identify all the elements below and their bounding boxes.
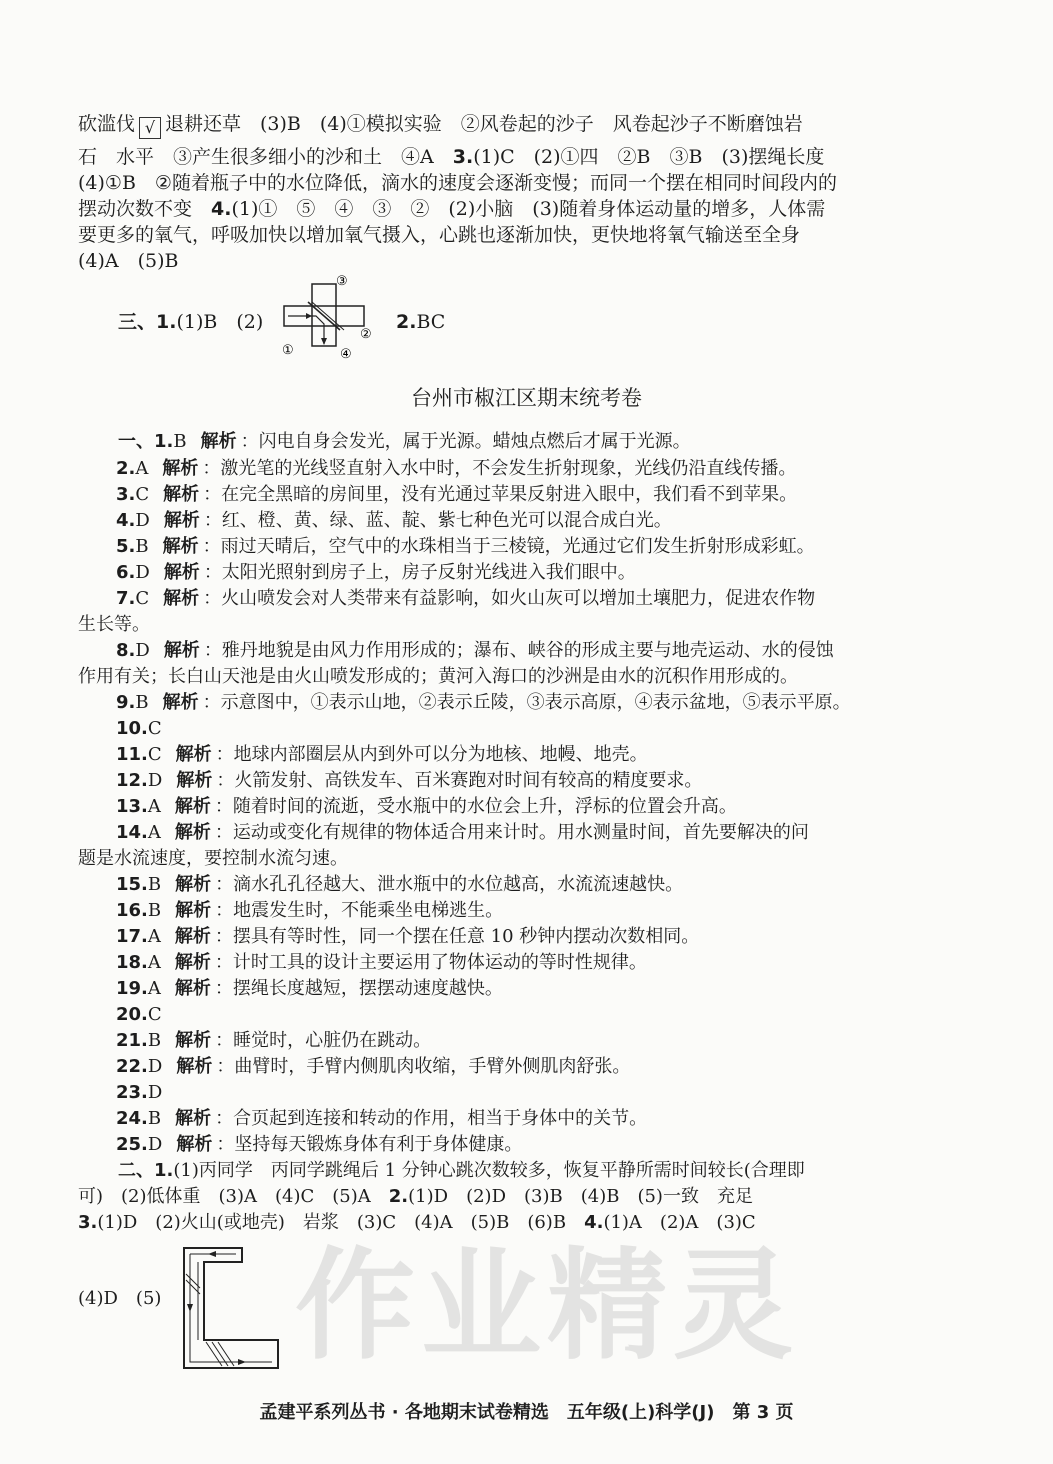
answer: C xyxy=(135,588,150,609)
analysis-label: 解析 xyxy=(162,536,199,557)
answer-item xyxy=(116,1107,647,1131)
text: BC xyxy=(416,311,446,333)
section-three-q2 xyxy=(396,310,445,334)
answer-item xyxy=(116,925,699,949)
question-number: 2. xyxy=(388,1186,409,1207)
answer-item xyxy=(116,873,683,897)
answer-line xyxy=(78,197,825,221)
analysis-text: ：运动或变化有规律的物体适合用来计时。用水测量时间，首先要解决的问 xyxy=(214,822,809,843)
question-number: 5. xyxy=(116,536,136,557)
question-number: 4. xyxy=(116,510,136,531)
answer-item xyxy=(116,691,851,715)
question-number: 3. xyxy=(78,1212,98,1233)
answer-line xyxy=(78,1185,753,1209)
answer-line xyxy=(78,112,803,139)
analysis-text: ：雅丹地貌是由风力作用形成的；瀑布、峡谷的形成主要与地壳运动、水的侵蚀 xyxy=(203,640,834,661)
answer-item xyxy=(116,769,702,793)
question-number: 一、1. xyxy=(118,431,174,452)
answer-line: 要更多的氧气，呼吸加快以增加氧气摄入，心跳也逐渐加快，更快地将氧气输送至全身 xyxy=(78,224,801,246)
question-number: 11. xyxy=(116,744,148,765)
question-number: 三、1. xyxy=(118,311,177,333)
analysis-text: ：太阳光照射到房子上，房子反射光线进入我们眼中。 xyxy=(203,562,636,583)
analysis-label: 解析 xyxy=(174,822,211,843)
answer-item xyxy=(116,951,647,975)
pipe-valve-diagram xyxy=(278,272,388,362)
question-number: 3. xyxy=(452,146,474,168)
watermark: 作业精灵 xyxy=(295,1237,799,1376)
analysis-label: 解析 xyxy=(174,952,211,973)
question-number: 9. xyxy=(116,692,136,713)
answer: D xyxy=(135,640,150,661)
text: 摆动次数不变 xyxy=(78,198,212,220)
answer-item xyxy=(116,509,672,533)
answer-line: (4)D (5) xyxy=(78,1288,162,1309)
answer-line: (4)①B ②随着瓶子中的水位降低，滴水的速度会逐渐变慢；而同一个摆在相同时间段内的 xyxy=(78,172,837,194)
analysis-label: 解析 xyxy=(175,744,212,765)
question-number: 2. xyxy=(396,311,417,333)
analysis-label: 解析 xyxy=(163,510,200,531)
text: 石 水平 ③产生很多细小的沙和土 ④A xyxy=(78,146,453,168)
question-number: 16. xyxy=(116,900,148,921)
answer: D xyxy=(147,1134,163,1155)
answer-item xyxy=(116,1003,162,1027)
answer: A xyxy=(147,822,161,843)
analysis-continuation: 题是水流速度，要控制水流匀速。 xyxy=(78,848,348,869)
label-3: ③ xyxy=(336,274,348,289)
question-number: 17. xyxy=(116,926,148,947)
answer-item xyxy=(116,821,809,845)
answer-item xyxy=(116,561,636,585)
answer: C xyxy=(147,718,162,739)
answer: C xyxy=(147,744,162,765)
answer: D xyxy=(135,510,150,531)
answer: D xyxy=(135,562,150,583)
analysis-label: 解析 xyxy=(163,640,200,661)
question-number: 8. xyxy=(116,640,136,661)
analysis-label: 解析 xyxy=(162,458,199,479)
answer-item xyxy=(118,430,691,454)
text: (1)B (2) xyxy=(176,311,264,333)
analysis-text: ：合页起到连接和转动的作用，相当于身体中的关节。 xyxy=(215,1108,648,1129)
question-number: 13. xyxy=(116,796,148,817)
answer: B xyxy=(147,1108,162,1129)
analysis-text: ：火箭发射、高铁发车、百米赛跑对时间有较高的精度要求。 xyxy=(216,770,703,791)
label-4: ④ xyxy=(340,347,352,362)
question-number: 20. xyxy=(116,1004,148,1025)
answer-item xyxy=(116,1055,630,1079)
analysis-continuation: 生长等。 xyxy=(78,614,150,635)
analysis-text: ：睡觉时，心脏仍在跳动。 xyxy=(215,1030,432,1051)
question-number: 24. xyxy=(116,1108,148,1129)
answer-line xyxy=(118,1159,805,1183)
analysis-label: 解析 xyxy=(163,484,200,505)
analysis-label: 解析 xyxy=(176,1056,213,1077)
analysis-label: 解析 xyxy=(200,431,237,452)
checkbox-checked-icon: √ xyxy=(139,117,161,139)
question-number: 10. xyxy=(116,718,148,739)
analysis-text: ：随着时间的流逝，受水瓶中的水位会上升，浮标的位置会升高。 xyxy=(214,796,737,817)
text: 砍滥伐 xyxy=(78,113,136,135)
water-channel-diagram xyxy=(182,1244,282,1374)
text: 退耕还草 (3)B (4)①模拟实验 ②风卷起的沙子 风卷起沙子不断磨蚀岩 xyxy=(165,113,803,135)
section-three-line xyxy=(118,310,263,334)
analysis-text: ：摆绳长度越短，摆摆动速度越快。 xyxy=(214,978,503,999)
question-number: 3. xyxy=(116,484,136,505)
analysis-text: ：示意图中，①表示山地，②表示丘陵，③表示高原，④表示盆地，⑤表示平原。 xyxy=(202,692,851,713)
text: (1)C (2)①四 ②B ③B (3)摆绳长度 xyxy=(473,146,825,168)
analysis-text: ：地球内部圈层从内到外可以分为地核、地幔、地壳。 xyxy=(215,744,648,765)
analysis-text: ：摆具有等时性，同一个摆在任意 10 秒钟内摆动次数相同。 xyxy=(214,926,700,947)
analysis-text: ：闪电自身会发光，属于光源。蜡烛点燃后才属于光源。 xyxy=(240,431,691,452)
question-number: 21. xyxy=(116,1030,148,1051)
answer-item xyxy=(116,743,648,767)
question-number: 2. xyxy=(116,458,136,479)
analysis-text: ：激光笔的光线竖直射入水中时，不会发生折射现象，光线仍沿直线传播。 xyxy=(202,458,797,479)
answer-line: (4)A (5)B xyxy=(78,250,179,272)
answer-line xyxy=(78,145,824,169)
analysis-label: 解析 xyxy=(162,692,199,713)
answer-item xyxy=(116,717,162,741)
answer-item xyxy=(116,483,797,507)
answer-item xyxy=(116,1081,162,1105)
answer: B xyxy=(147,874,162,895)
answer: B xyxy=(135,692,149,713)
question-number: 12. xyxy=(116,770,148,791)
analysis-label: 解析 xyxy=(174,796,211,817)
analysis-text: ：地震发生时，不能乘坐电梯逃生。 xyxy=(215,900,504,921)
answer: A xyxy=(147,978,161,999)
text: (1)丙同学 丙同学跳绳后 1 分钟心跳次数较多，恢复平静所需时间较长(合理即 xyxy=(173,1160,805,1181)
question-number: 二、1. xyxy=(118,1160,174,1181)
text: (1)D (2)D (3)B (4)B (5)一致 充足 xyxy=(408,1186,753,1207)
question-number: 7. xyxy=(116,588,136,609)
answer-item xyxy=(116,899,503,923)
question-number: 4. xyxy=(211,198,232,220)
analysis-label: 解析 xyxy=(175,874,212,895)
analysis-text: ：雨过天晴后，空气中的水珠相当于三棱镜，光通过它们发生折射形成彩虹。 xyxy=(202,536,815,557)
question-number: 6. xyxy=(116,562,136,583)
question-number: 25. xyxy=(116,1134,148,1155)
answer: D xyxy=(147,1056,163,1077)
analysis-label: 解析 xyxy=(176,770,213,791)
label-2: ② xyxy=(360,327,372,342)
analysis-text: ：滴水孔孔径越大、泄水瓶中的水位越高，水流流速越快。 xyxy=(215,874,684,895)
answer-item xyxy=(116,639,834,663)
answer-item xyxy=(116,1133,522,1157)
answer-item xyxy=(116,587,815,611)
answer-item xyxy=(116,977,503,1001)
answer: B xyxy=(135,536,149,557)
analysis-text: ：红、橙、黄、绿、蓝、靛、紫七种色光可以混合成白光。 xyxy=(203,510,672,531)
question-number: 4. xyxy=(584,1212,604,1233)
answer: A xyxy=(147,926,161,947)
answer: A xyxy=(147,796,161,817)
answer: C xyxy=(147,1004,162,1025)
analysis-label: 解析 xyxy=(176,1134,213,1155)
answer-item xyxy=(116,535,815,559)
analysis-text: ：坚持每天锻炼身体有利于身体健康。 xyxy=(216,1134,523,1155)
analysis-label: 解析 xyxy=(175,900,212,921)
question-number: 15. xyxy=(116,874,148,895)
answer: B xyxy=(173,431,187,452)
page-footer: 孟建平系列丛书 · 各地期末试卷精选 五年级(上)科学(J) 第 3 页 xyxy=(259,1402,794,1423)
answer: A xyxy=(147,952,161,973)
analysis-text: ：曲臂时，手臂内侧肌肉收缩，手臂外侧肌肉舒张。 xyxy=(216,1056,631,1077)
analysis-continuation: 作用有关；长白山天池是由火山喷发形成的；黄河入海口的沙洲是由水的沉积作用形成的。 xyxy=(78,666,798,687)
question-number: 22. xyxy=(116,1056,148,1077)
question-number: 23. xyxy=(116,1082,148,1103)
analysis-label: 解析 xyxy=(175,1108,212,1129)
analysis-label: 解析 xyxy=(163,588,200,609)
text: (1)D (2)火山(或地壳) 岩浆 (3)C (4)A (5)B (6)B xyxy=(97,1212,585,1233)
exam-title: 台州市椒江区期末统考卷 xyxy=(411,386,642,410)
answer: B xyxy=(147,900,162,921)
answer: A xyxy=(135,458,149,479)
question-number: 18. xyxy=(116,952,148,973)
analysis-label: 解析 xyxy=(174,978,211,999)
answer-item xyxy=(116,1029,431,1053)
analysis-label: 解析 xyxy=(163,562,200,583)
answer: D xyxy=(147,770,163,791)
analysis-text: ：计时工具的设计主要运用了物体运动的等时性规律。 xyxy=(214,952,647,973)
text: 可) (2)低体重 (3)A (4)C (5)A xyxy=(78,1186,389,1207)
analysis-text: ：在完全黑暗的房间里，没有光通过苹果反射进入眼中，我们看不到苹果。 xyxy=(203,484,798,505)
question-number: 19. xyxy=(116,978,148,999)
text: (1)A (2)A (3)C xyxy=(603,1212,756,1233)
answer: D xyxy=(147,1082,163,1103)
analysis-label: 解析 xyxy=(174,926,211,947)
answer-item xyxy=(116,457,796,481)
analysis-label: 解析 xyxy=(175,1030,212,1051)
answer: C xyxy=(135,484,150,505)
text: (1)① ⑤ ④ ③ ② (2)小脑 (3)随着身体运动量的增多，人体需 xyxy=(231,198,826,220)
question-number: 14. xyxy=(116,822,148,843)
analysis-text: ：火山喷发会对人类带来有益影响，如火山灰可以增加土壤肥力，促进农作物 xyxy=(203,588,816,609)
label-1: ① xyxy=(282,343,294,358)
answer-item xyxy=(116,795,737,819)
answer: B xyxy=(147,1030,162,1051)
